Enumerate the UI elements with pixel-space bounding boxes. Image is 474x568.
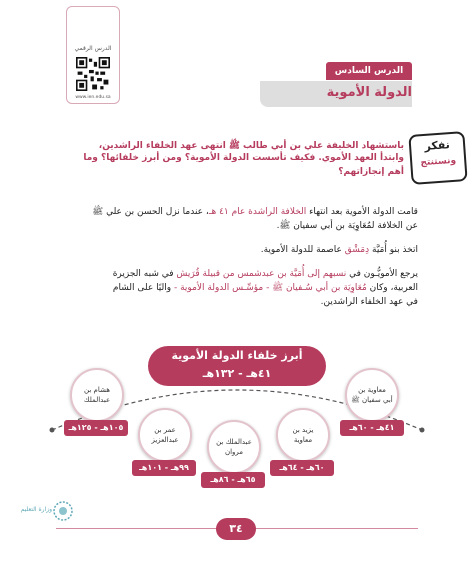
qr-code-icon[interactable]: [76, 57, 110, 91]
ministry-logo: [14, 498, 74, 528]
caliphs-chart-subtitle: ٤١هـ - ١٣٢هـ: [202, 367, 272, 380]
paragraph-3-line-1: [56, 268, 418, 281]
question-line-3: أهم إنجازاتهم؟: [338, 167, 404, 177]
digital-lesson-label: الدرس الرقمي: [74, 45, 112, 52]
caliph-name-line: معاوية بن: [358, 386, 386, 394]
text-run: في شبه الجزيرة: [112, 269, 177, 279]
caliph-name: [351, 385, 392, 405]
caliph-name: [216, 437, 252, 457]
paragraph-3-line-3: في عهد الخلفاء الراشدين.: [320, 297, 418, 307]
highlight-run: مُعَاوِيَة بن أبي سُـفيان ﷺ - مؤسِّـس الدولة الأموية -: [173, 283, 367, 293]
caliph-name-line: مروان: [224, 448, 244, 456]
caliph-period: ٤١هـ - ٦٠هـ: [340, 420, 404, 436]
caliph-name-line: عبدالملك بن: [216, 438, 252, 446]
caliph-name: [151, 425, 178, 445]
caliph-name-line: معاوية: [293, 436, 313, 444]
conclude-label: ونستنتج: [420, 155, 457, 169]
text-run: قامت الدولة الأموية بعد انتهاء: [306, 207, 418, 217]
lesson-number-tag: الدرس السادس: [326, 62, 412, 80]
paragraph-1-line-1: [56, 206, 418, 219]
caliph-bubble: [70, 368, 124, 422]
question-line-1: باستشهاد الخليفة علي بن أبي طالب ﷺ انتهى عهد الخلفاء الراشدين،: [98, 141, 404, 151]
highlight-run: دِمَشْق: [344, 245, 370, 255]
caliph-name-line: هشام بن: [84, 386, 110, 394]
caliph-name: [84, 385, 110, 405]
highlight-run: الخلافة الراشدة عام ٤١ هـ: [208, 207, 307, 217]
caliphs-chart-banner: [148, 346, 326, 386]
caliph-bubble: [207, 420, 261, 474]
caliph-period: ٦٠هـ - ٦٤هـ: [270, 460, 334, 476]
text-run: واليًا على الشام: [112, 283, 174, 293]
caliph-name-line: عبدالملك: [83, 396, 111, 404]
caliph-period: ١٠٥هـ - ١٢٥هـ: [64, 420, 128, 436]
digital-lesson-url: www.ien.edu.sa: [75, 95, 111, 100]
caliph-bubble: [345, 368, 399, 422]
caliph-period: ٦٥هـ - ٨٦هـ: [201, 472, 265, 488]
caliph-name-line: يزيد بن: [292, 426, 314, 434]
caliph-name-line: عبدالعزيز: [151, 436, 179, 444]
digital-lesson-panel[interactable]: [66, 6, 120, 104]
ministry-logo-text: وزارة التعليم: [20, 506, 52, 513]
lesson-title: الدولة الأموية: [326, 85, 412, 100]
caliph-bubble: [276, 408, 330, 462]
text-run: العربية، وكان: [366, 283, 418, 293]
text-run: ، عندما نزل الحسن بن علي ﷺ: [92, 207, 209, 217]
paragraph-2: [56, 244, 418, 257]
question-line-2: وابتدأ العهد الأموي. فكيف تأسست الدولة الأموية؟ ومن أبرز خلفائها؟ وما: [83, 153, 404, 163]
paragraph-1-line-2: عن الخلافة لمُعَاوِيَة بن أبي سفيان ﷺ.: [276, 221, 418, 231]
caliph-name-line: عمر بن: [154, 426, 176, 434]
caliph-name: [293, 425, 314, 445]
paragraph-3-line-2: [56, 282, 418, 295]
caliph-period: ٩٩هـ - ١٠١هـ: [132, 460, 196, 476]
highlight-run: نسبهم إلى أُمَيَّة بن عبدشمس من قبيلة قُرَيش: [176, 269, 347, 279]
caliph-bubble: [138, 408, 192, 462]
caliph-name-line: أبي سفيان ﷺ: [351, 396, 393, 404]
text-run: عاصمة للدولة الأموية.: [260, 245, 345, 255]
think-conclude-badge: [408, 131, 467, 185]
think-label: نفكر: [424, 138, 451, 153]
ministry-logo-icon: [52, 500, 74, 522]
text-run: اتخذ بنو أُمَيَّة: [369, 245, 418, 255]
caliphs-chart-title: أبرز خلفاء الدولة الأموية: [171, 349, 303, 362]
page-number: ٣٤: [216, 518, 256, 540]
text-run: يرجع الأمويُّـون في: [346, 269, 418, 279]
